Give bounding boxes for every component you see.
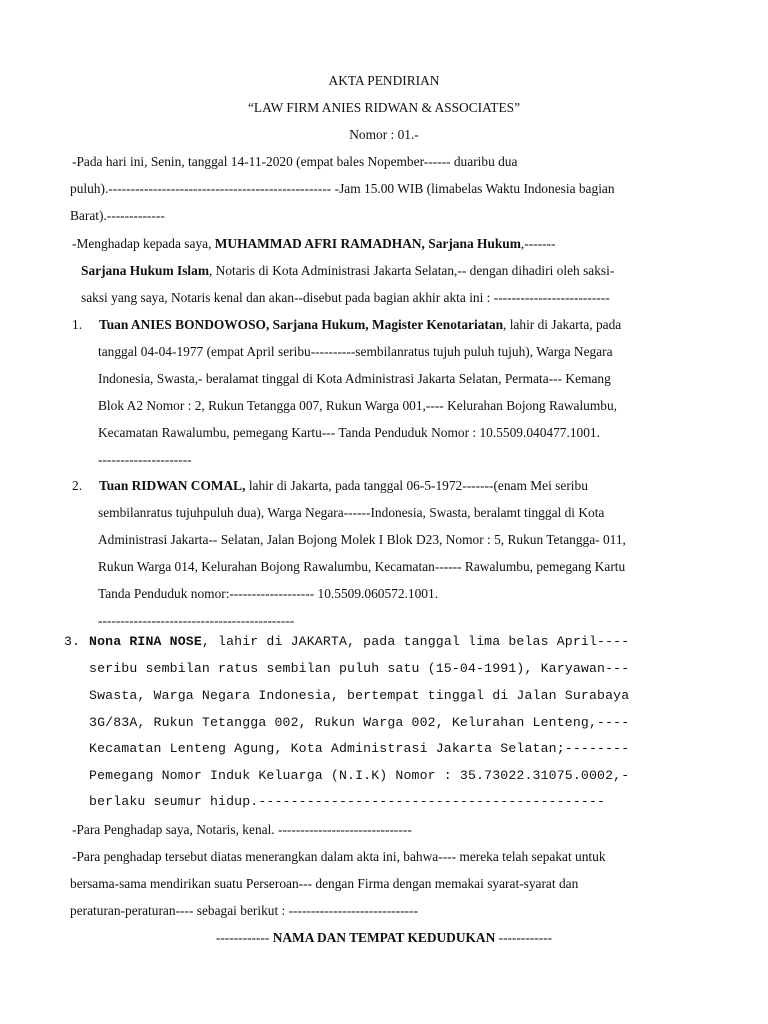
item-line: Kecamatan Rawalumbu, pemegang Kartu--- Tanda Penduduk Nomor : 10.5509.040477.1001. [98,425,600,440]
section-title: NAMA DAN TEMPAT KEDUDUKAN [272,930,496,945]
section-heading: ------------ NAMA DAN TEMPAT KEDUDUKAN ------------ [215,930,553,945]
item-line: 3G/83A, Rukun Tetangga 002, Rukun Warga 002, Kelurahan Lenteng,---- [89,715,630,730]
intro-line-3: Barat).------------- [70,208,165,223]
party-name: Tuan RIDWAN COMAL, [99,478,246,493]
document-title: AKTA PENDIRIAN [328,73,440,88]
item-line: Blok A2 Nomor : 2, Rukun Tetangga 007, Rukun Warga 001,---- Kelurahan Bojong Rawalumbu, [98,398,618,413]
item-line: Pemegang Nomor Induk Keluarga (N.I.K) Nomor : 35.73022.31075.0002,- [89,768,630,783]
item-line: Administrasi Jakarta-- Selatan, Jalan Bojong Molek I Blok D23, Nomor : 5, Rukun Tetangga- 011, [98,532,626,547]
item-line: --------------------- [98,452,192,467]
item-line: -------------------------------------------- [98,613,295,628]
intro-line-2: puluh).-------------------------------------------------- -Jam 15.00 WIB (limabelas Waktu Indonesia bagian [70,181,615,196]
agreement-line-3: peraturan-peraturan---- sebagai berikut : ----------------------------- [70,903,418,918]
item-line: berlaku seumur hidup.------------------------------------------- [89,794,606,809]
item-first-line: Tuan RIDWAN COMAL, lahir di Jakarta, pada tanggal 06-5-1972-------(enam Mei seribu [99,478,588,493]
item-first-line: Nona RINA NOSE, lahir di JAKARTA, pada tanggal lima belas April---- [89,634,630,649]
parties-known: -Para Penghadap saya, Notaris, kenal. ------------------------------ [72,822,412,837]
agreement-line-1: -Para penghadap tersebut diatas menerangkan dalam akta ini, bahwa---- mereka telah sepakat untuk [72,849,606,864]
item-first-line: Tuan ANIES BONDOWOSO, Sarjana Hukum, Magister Kenotariatan, lahir di Jakarta, pada [99,317,622,332]
firm-name: “LAW FIRM ANIES RIDWAN & ASSOCIATES” [247,100,521,115]
item-line: Rukun Warga 014, Kelurahan Bojong Rawalumbu, Kecamatan------ Rawalumbu, pemegang Kartu [98,559,626,574]
item-line: Indonesia, Swasta,- beralamat tinggal di Kota Administrasi Jakarta Selatan, Permata--- Kemang [98,371,611,386]
item-number: 2. [72,478,83,493]
item-line: Swasta, Warga Negara Indonesia, bertempat tinggal di Jalan Surabaya [89,688,630,703]
item-number: 3. [64,634,81,649]
item-line: sembilanratus tujuhpuluh dua), Warga Negara------Indonesia, Swasta, beralamt tinggal di Kota [98,505,605,520]
appearing-line-2: Sarjana Hukum Islam, Notaris di Kota Administrasi Jakarta Selatan,-- dengan dihadiri oleh saksi- [81,263,615,278]
item-line: Tanda Penduduk nomor:------------------- 10.5509.060572.1001. [98,586,439,601]
notary-degree: Sarjana Hukum Islam [81,263,209,278]
agreement-line-2: bersama-sama mendirikan suatu Perseroan--- dengan Firma dengan memakai syarat-syarat dan [70,876,579,891]
intro-line-1: -Pada hari ini, Senin, tanggal 14-11-2020 (empat bales Nopember------ duaribu dua [72,154,518,169]
item-line: seribu sembilan ratus sembilan puluh satu (15-04-1991), Karyawan--- [89,661,630,676]
item-number: 1. [72,317,83,332]
party-name: Tuan ANIES BONDOWOSO, Sarjana Hukum, Magister Kenotariatan [99,317,504,332]
notary-name: MUHAMMAD AFRI RAMADHAN, Sarjana Hukum [214,236,521,251]
item-line: tanggal 04-04-1977 (empat April seribu----------sembilanratus tujuh puluh tujuh), Warga Negara [98,344,613,359]
item-line: Kecamatan Lenteng Agung, Kota Administrasi Jakarta Selatan;-------- [89,741,630,756]
appearing-line-3: saksi yang saya, Notaris kenal dan akan--disebut pada bagian akhir akta ini : -------------------------- [81,290,610,305]
deed-number: Nomor : 01.- [349,127,419,142]
party-name: Nona RINA NOSE [89,634,202,649]
appearing-line-1: -Menghadap kepada saya, MUHAMMAD AFRI RAMADHAN, Sarjana Hukum,------- [72,236,556,251]
